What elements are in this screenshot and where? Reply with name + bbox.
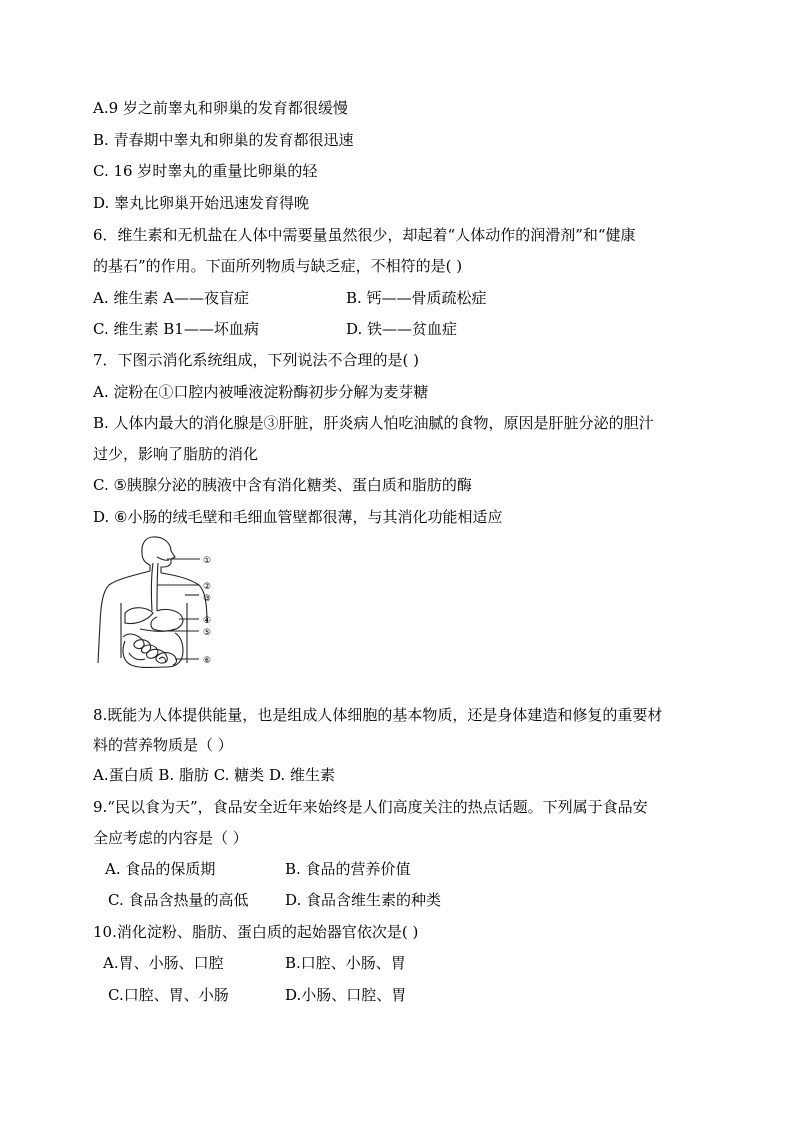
q9-option-b: B. 食品的营养价值 [285, 860, 411, 878]
q5-option-d: D. 睾丸比卵巢开始迅速发育得晚 [93, 194, 310, 212]
q7-option-b-line2: 过少，影响了脂肪的消化 [93, 445, 259, 463]
figure-label-3: ③ [203, 594, 212, 604]
q9-option-c: C. 食品含热量的高低 [108, 891, 249, 909]
q7-option-c: C. ⑤胰腺分泌的胰液中含有消化糖类、蛋白质和脂肪的酶 [93, 476, 472, 494]
q10-option-a: A.胃、小肠、口腔 [103, 954, 224, 972]
q5-option-a: A.9 岁之前睾丸和卵巢的发育都很缓慢 [93, 99, 348, 117]
q5-option-c: C. 16 岁时睾丸的重量比卵巢的轻 [93, 162, 318, 180]
q7-option-d: D. ⑥小肠的绒毛壁和毛细血管壁都很薄，与其消化功能相适应 [93, 508, 503, 526]
q5-option-b: B. 青春期中睾丸和卵巢的发育都很迅速 [93, 131, 354, 149]
q6-option-d: D. 铁——贫血症 [346, 320, 458, 338]
q8-options: A.蛋白质 B. 脂肪 C. 糖类 D. 维生素 [93, 766, 335, 784]
q6-option-b: B. 钙——骨质疏松症 [346, 289, 487, 307]
q10-option-c: C.口腔、胃、小肠 [108, 986, 229, 1004]
figure-label-4: ④ [203, 616, 212, 626]
q10-option-b: B.口腔、小肠、胃 [285, 954, 406, 972]
q6-stem-line1: 6．维生素和无机盐在人体中需要量虽然很少，却起着“人体动作的润滑剂”和“健康 [93, 226, 636, 244]
q7-option-a: A. 淀粉在①口腔内被唾液淀粉酶初步分解为麦芽糖 [93, 383, 429, 401]
figure-label-5: ⑤ [203, 628, 212, 638]
q7-option-b-line1: B. 人体内最大的消化腺是③肝脏，肝炎病人怕吃油腻的食物，原因是肝脏分泌的胆汁 [93, 414, 654, 432]
figure-label-1: ① [203, 556, 212, 566]
q9-option-a: A. 食品的保质期 [105, 860, 216, 878]
digestive-system-figure [95, 533, 225, 673]
q9-stem-line1: 9.“民以食为天”，食品安全近年来始终是人们高度关注的热点话题。下列属于食品安 [93, 798, 648, 816]
q6-option-a: A. 维生素 A——夜盲症 [93, 289, 249, 307]
q10-option-d: D.小肠、口腔、胃 [285, 986, 407, 1004]
q8-stem-line1: 8.既能为人体提供能量，也是组成人体细胞的基本物质，还是身体建造和修复的重要材 [93, 706, 663, 724]
figure-label-6: ⑥ [203, 656, 212, 666]
q8-stem-line2: 料的营养物质是（ ） [93, 736, 233, 754]
q9-stem-line2: 全应考虑的内容是（ ） [93, 829, 248, 847]
figure-label-2: ② [203, 582, 212, 592]
q10-stem: 10.消化淀粉、脂肪、蛋白质的起始器官依次是( ) [93, 923, 419, 941]
q6-stem-line2: 的基石”的作用。下面所列物质与缺乏症，不相符的是( ) [93, 257, 463, 275]
q9-option-d: D. 食品含维生素的种类 [285, 891, 442, 909]
q6-option-c: C. 维生素 B1——坏血病 [93, 320, 259, 338]
q7-stem: 7．下图示消化系统组成，下列说法不合理的是( ) [93, 351, 420, 369]
